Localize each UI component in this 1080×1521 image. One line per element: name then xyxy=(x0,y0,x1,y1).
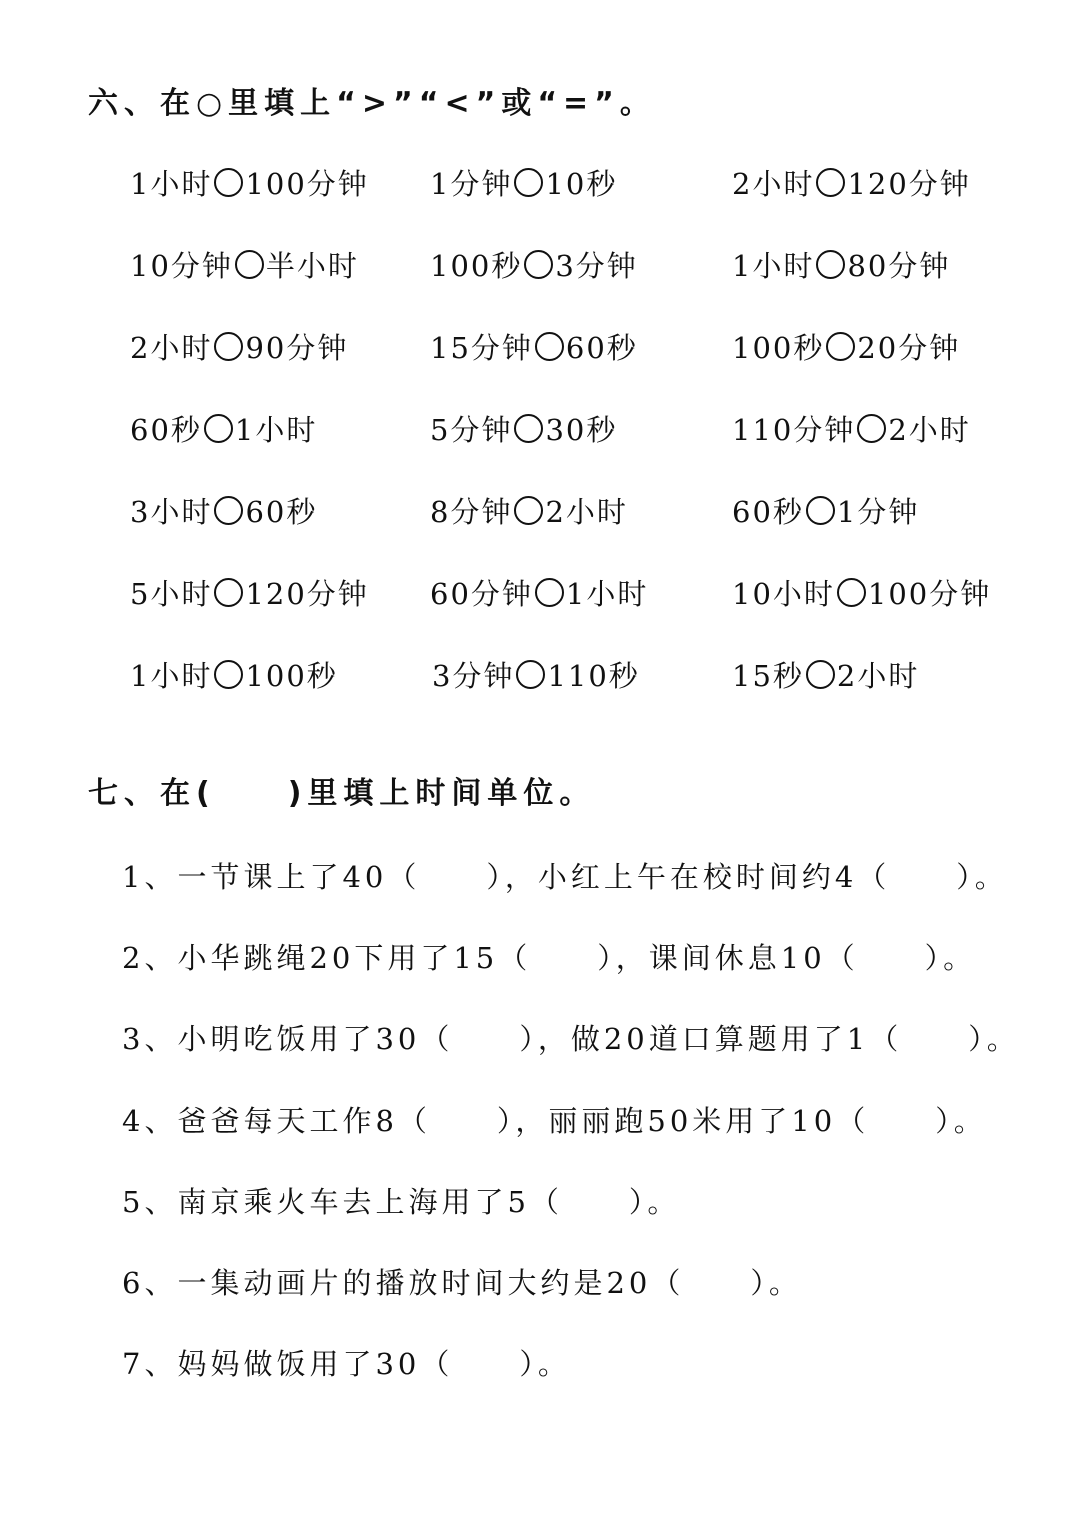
answer-circle[interactable] xyxy=(214,660,243,689)
answer-circle[interactable] xyxy=(235,250,264,279)
comparison-item xyxy=(732,242,950,286)
comparison-item xyxy=(130,242,359,286)
fill-in-question: 1、一节课上了40（ ），小红上午在校时间约4（ ）。 xyxy=(122,860,1008,894)
answer-circle[interactable] xyxy=(214,168,243,197)
left-quantity: 3分钟 xyxy=(432,658,515,693)
right-quantity: 1分钟 xyxy=(836,494,920,529)
comparison-item xyxy=(430,324,638,368)
right-quantity: 半小时 xyxy=(265,248,359,283)
answer-circle[interactable] xyxy=(857,414,886,443)
answer-circle[interactable] xyxy=(806,496,835,525)
left-quantity: 5小时 xyxy=(130,576,213,611)
right-quantity: 1小时 xyxy=(565,576,649,611)
right-quantity: 30秒 xyxy=(545,412,618,447)
comparison-item xyxy=(130,324,348,368)
answer-circle[interactable] xyxy=(535,332,564,361)
section-seven-title: 七、在( )里填上时间单位。 xyxy=(88,776,596,811)
comparison-item xyxy=(732,570,991,614)
right-quantity: 2小时 xyxy=(888,412,971,447)
left-quantity: 15分钟 xyxy=(430,330,533,365)
answer-circle[interactable] xyxy=(816,168,845,197)
right-quantity: 10秒 xyxy=(545,166,618,201)
comparison-item xyxy=(430,242,638,286)
comparison-item xyxy=(732,406,971,450)
fill-in-question: 7、妈妈做饭用了30（ ）。 xyxy=(122,1347,571,1381)
answer-circle[interactable] xyxy=(204,414,233,443)
answer-circle[interactable] xyxy=(514,496,543,525)
left-quantity: 2小时 xyxy=(130,330,213,365)
left-quantity: 110分钟 xyxy=(732,412,856,447)
left-quantity: 10小时 xyxy=(732,576,835,611)
section-six-title: 六、在○里填上“>”“<”或“=”。 xyxy=(88,86,656,121)
answer-circle[interactable] xyxy=(516,660,545,689)
comparison-item xyxy=(430,406,617,450)
comparison-item xyxy=(130,488,317,532)
right-quantity: 100分钟 xyxy=(867,576,992,611)
fill-in-question: 3、小明吃饭用了30（ ），做20道口算题用了1（ ）。 xyxy=(122,1022,1020,1056)
right-quantity: 60秒 xyxy=(245,494,318,529)
answer-circle[interactable] xyxy=(806,660,835,689)
left-quantity: 3小时 xyxy=(130,494,213,529)
comparison-item xyxy=(130,652,338,696)
left-quantity: 60秒 xyxy=(130,412,202,447)
comparison-item xyxy=(430,488,628,532)
comparison-item xyxy=(130,570,369,614)
comparison-item xyxy=(732,652,919,696)
left-quantity: 15秒 xyxy=(732,658,804,693)
right-quantity: 1小时 xyxy=(234,412,318,447)
right-quantity: 2小时 xyxy=(836,658,920,693)
left-quantity: 1小时 xyxy=(130,658,213,693)
answer-circle[interactable] xyxy=(214,332,243,361)
fill-in-question: 5、南京乘火车去上海用了5（ ）。 xyxy=(122,1185,681,1219)
right-quantity: 3分钟 xyxy=(555,248,638,283)
left-quantity: 1分钟 xyxy=(430,166,513,201)
answer-circle[interactable] xyxy=(214,496,243,525)
right-quantity: 120分钟 xyxy=(847,166,971,201)
left-quantity: 2小时 xyxy=(732,166,815,201)
right-quantity: 20分钟 xyxy=(857,330,961,365)
answer-circle[interactable] xyxy=(214,578,243,607)
comparison-item xyxy=(130,160,369,204)
right-quantity: 60秒 xyxy=(565,330,638,365)
fill-in-question: 2、小华跳绳20下用了15（ ），课间休息10（ ）。 xyxy=(122,941,977,975)
left-quantity: 100秒 xyxy=(430,248,523,283)
left-quantity: 1小时 xyxy=(732,248,815,283)
answer-circle[interactable] xyxy=(816,250,845,279)
left-quantity: 60秒 xyxy=(732,494,804,529)
comparison-item xyxy=(732,488,919,532)
left-quantity: 1小时 xyxy=(130,166,213,201)
comparison-item xyxy=(130,406,317,450)
left-quantity: 10分钟 xyxy=(130,248,233,283)
left-quantity: 8分钟 xyxy=(430,494,513,529)
answer-circle[interactable] xyxy=(524,250,553,279)
left-quantity: 100秒 xyxy=(732,330,825,365)
answer-circle[interactable] xyxy=(535,578,564,607)
right-quantity: 80分钟 xyxy=(847,248,951,283)
left-quantity: 5分钟 xyxy=(430,412,513,447)
comparison-item xyxy=(732,160,971,204)
comparison-item xyxy=(732,324,960,368)
right-quantity: 100分钟 xyxy=(245,166,369,201)
comparison-item xyxy=(432,652,640,696)
comparison-item xyxy=(430,570,648,614)
comparison-item xyxy=(430,160,617,204)
right-quantity: 2小时 xyxy=(545,494,628,529)
left-quantity: 60分钟 xyxy=(430,576,533,611)
answer-circle[interactable] xyxy=(514,414,543,443)
fill-in-question: 4、爸爸每天工作8（ ），丽丽跑50米用了10（ ）。 xyxy=(122,1104,987,1138)
fill-in-question: 6、一集动画片的播放时间大约是20（ ）。 xyxy=(122,1266,802,1300)
right-quantity: 120分钟 xyxy=(245,576,369,611)
answer-circle[interactable] xyxy=(826,332,855,361)
answer-circle[interactable] xyxy=(837,578,866,607)
right-quantity: 100秒 xyxy=(245,658,338,693)
answer-circle[interactable] xyxy=(514,168,543,197)
right-quantity: 90分钟 xyxy=(245,330,349,365)
right-quantity: 110秒 xyxy=(547,658,640,693)
